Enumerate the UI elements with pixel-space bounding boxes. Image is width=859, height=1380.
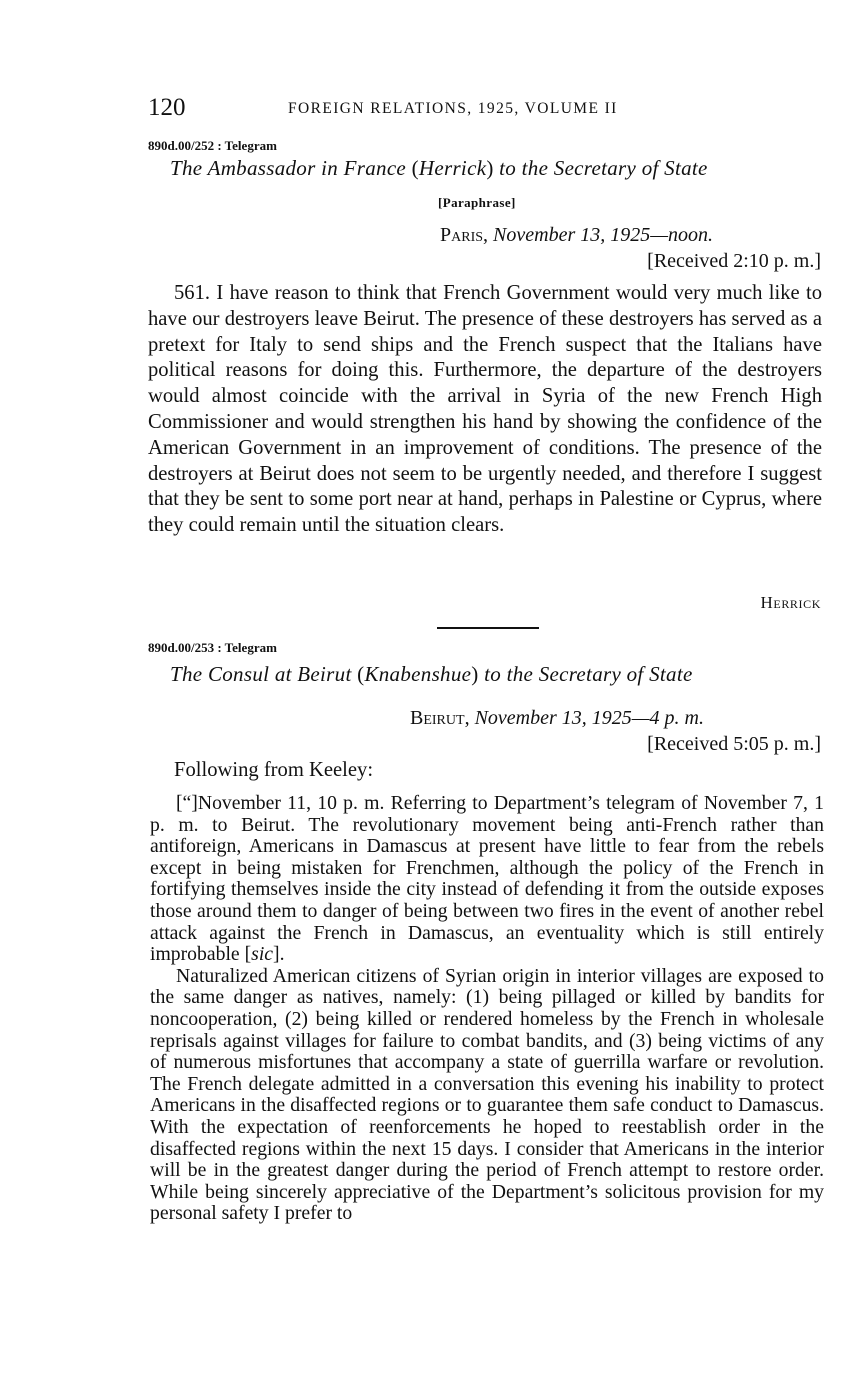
document-1-body: 561. I have reason to think that French Government would very much like to have our destroyers leave Beirut. The presence of these destroyers has served as a pretext for Italy to send ships and the French suspect that the Italians have political reasons for doing this. Furthermore, the departure of the destroyers would almost coincide with the arrival in Syria of the new French High Commissioner and would strengthen his hand by showing the confidence of the American Government in an improvement of conditions. The presence of the destroyers at Beirut does not seem to be urgently needed, and therefore I suggest that they be sent to some port near at hand, perhaps in Palestine or Cyprus, where they could remain until the situation clears.	[148, 282, 822, 537]
intro-line: Following from Keeley:	[174, 759, 374, 781]
sic-bracket-open: [	[244, 943, 252, 966]
file-reference-1: 890d.00/252 : Telegram	[148, 138, 277, 153]
sic-marker: sic	[251, 943, 274, 966]
dateline-1-date: November 13, 1925—noon.	[493, 224, 714, 246]
dateline-2-place: Beirut	[410, 707, 465, 729]
received-2: [Received 5:05 p. m.]	[647, 733, 821, 755]
paraphrase-note: [Paraphrase]	[438, 195, 516, 210]
telegram-paragraph-2: Naturalized American citizens of Syrian origin in interior villages are exposed to the same danger as natives, namely: (1) being pillaged or killed by bandits for noncooperation, (2) being killed or rendered homeless by the French in wholesale reprisals against villages for failure to combat bandits, and (3) being victims of any of numerous misfortunes that accompany a state of guerrilla warfare or revolution. The French delegate admitted in a conversation this evening his inability to protect Americans in the disaffected regions or to guarantee them safe conduct to Damascus. With the expectation of reenforcements he hoped to reestablish order in the disaffected regions within the next 15 days. I consider that Americans in the interior will be in the greatest danger during the period of French attempt to restore order. While being sincerely appreciative of the Department’s solicitous provision for my personal safety I prefer to	[150, 964, 824, 1225]
dateline-1-place: Paris	[440, 224, 484, 246]
dateline-1: Paris, November 13, 1925—noon.	[440, 224, 714, 246]
title-2-name: Knabenshue	[364, 662, 472, 686]
sic-bracket-close: ].	[273, 943, 285, 966]
signature-herrick: Herrick	[760, 593, 821, 612]
title-1-name: Herrick	[418, 156, 487, 180]
file-reference-2: 890d.00/253 : Telegram	[148, 640, 277, 655]
title-1-paren-open: (	[411, 156, 419, 180]
title-1-paren-close: )	[486, 156, 494, 180]
title-2-paren-close: )	[471, 662, 479, 686]
document-title-2	[170, 662, 820, 687]
page-header	[148, 94, 820, 124]
title-2-part1: The Consul at Beirut	[170, 662, 358, 686]
dateline-2-date: November 13, 1925—4 p. m.	[474, 707, 704, 729]
title-1-part2: to the Secretary of State	[493, 156, 708, 180]
page-number: 120	[148, 94, 186, 121]
document-title-1	[170, 156, 820, 181]
received-1: [Received 2:10 p. m.]	[647, 250, 821, 272]
title-1-part1: The Ambassador in France	[170, 156, 412, 180]
title-2-paren-open: (	[357, 662, 365, 686]
paragraph-1-text: [“]November 11, 10 p. m. Referring to Department’s telegram of November 7, 1 p. m. to Beirut. The revolutionary movement being anti-French rather than antiforeign, Americans in Damascus at present have little to fear from the rebels except in being mistaken for Frenchmen, although the policy of the French in fortifying themselves inside the city instead of defending it from the outside exposes those around them to danger of being between two fires in the event of another rebel attack against the French in Damascus, an eventuality which is still entirely improbable	[150, 792, 824, 966]
section-divider	[437, 627, 539, 629]
telegram-paragraph-1	[150, 793, 824, 966]
document-2-body	[150, 793, 824, 1225]
title-2-part2: to the Secretary of State	[478, 662, 693, 686]
running-head: FOREIGN RELATIONS, 1925, VOLUME II	[288, 100, 618, 117]
dateline-2: Beirut, November 13, 1925—4 p. m.	[410, 707, 704, 729]
